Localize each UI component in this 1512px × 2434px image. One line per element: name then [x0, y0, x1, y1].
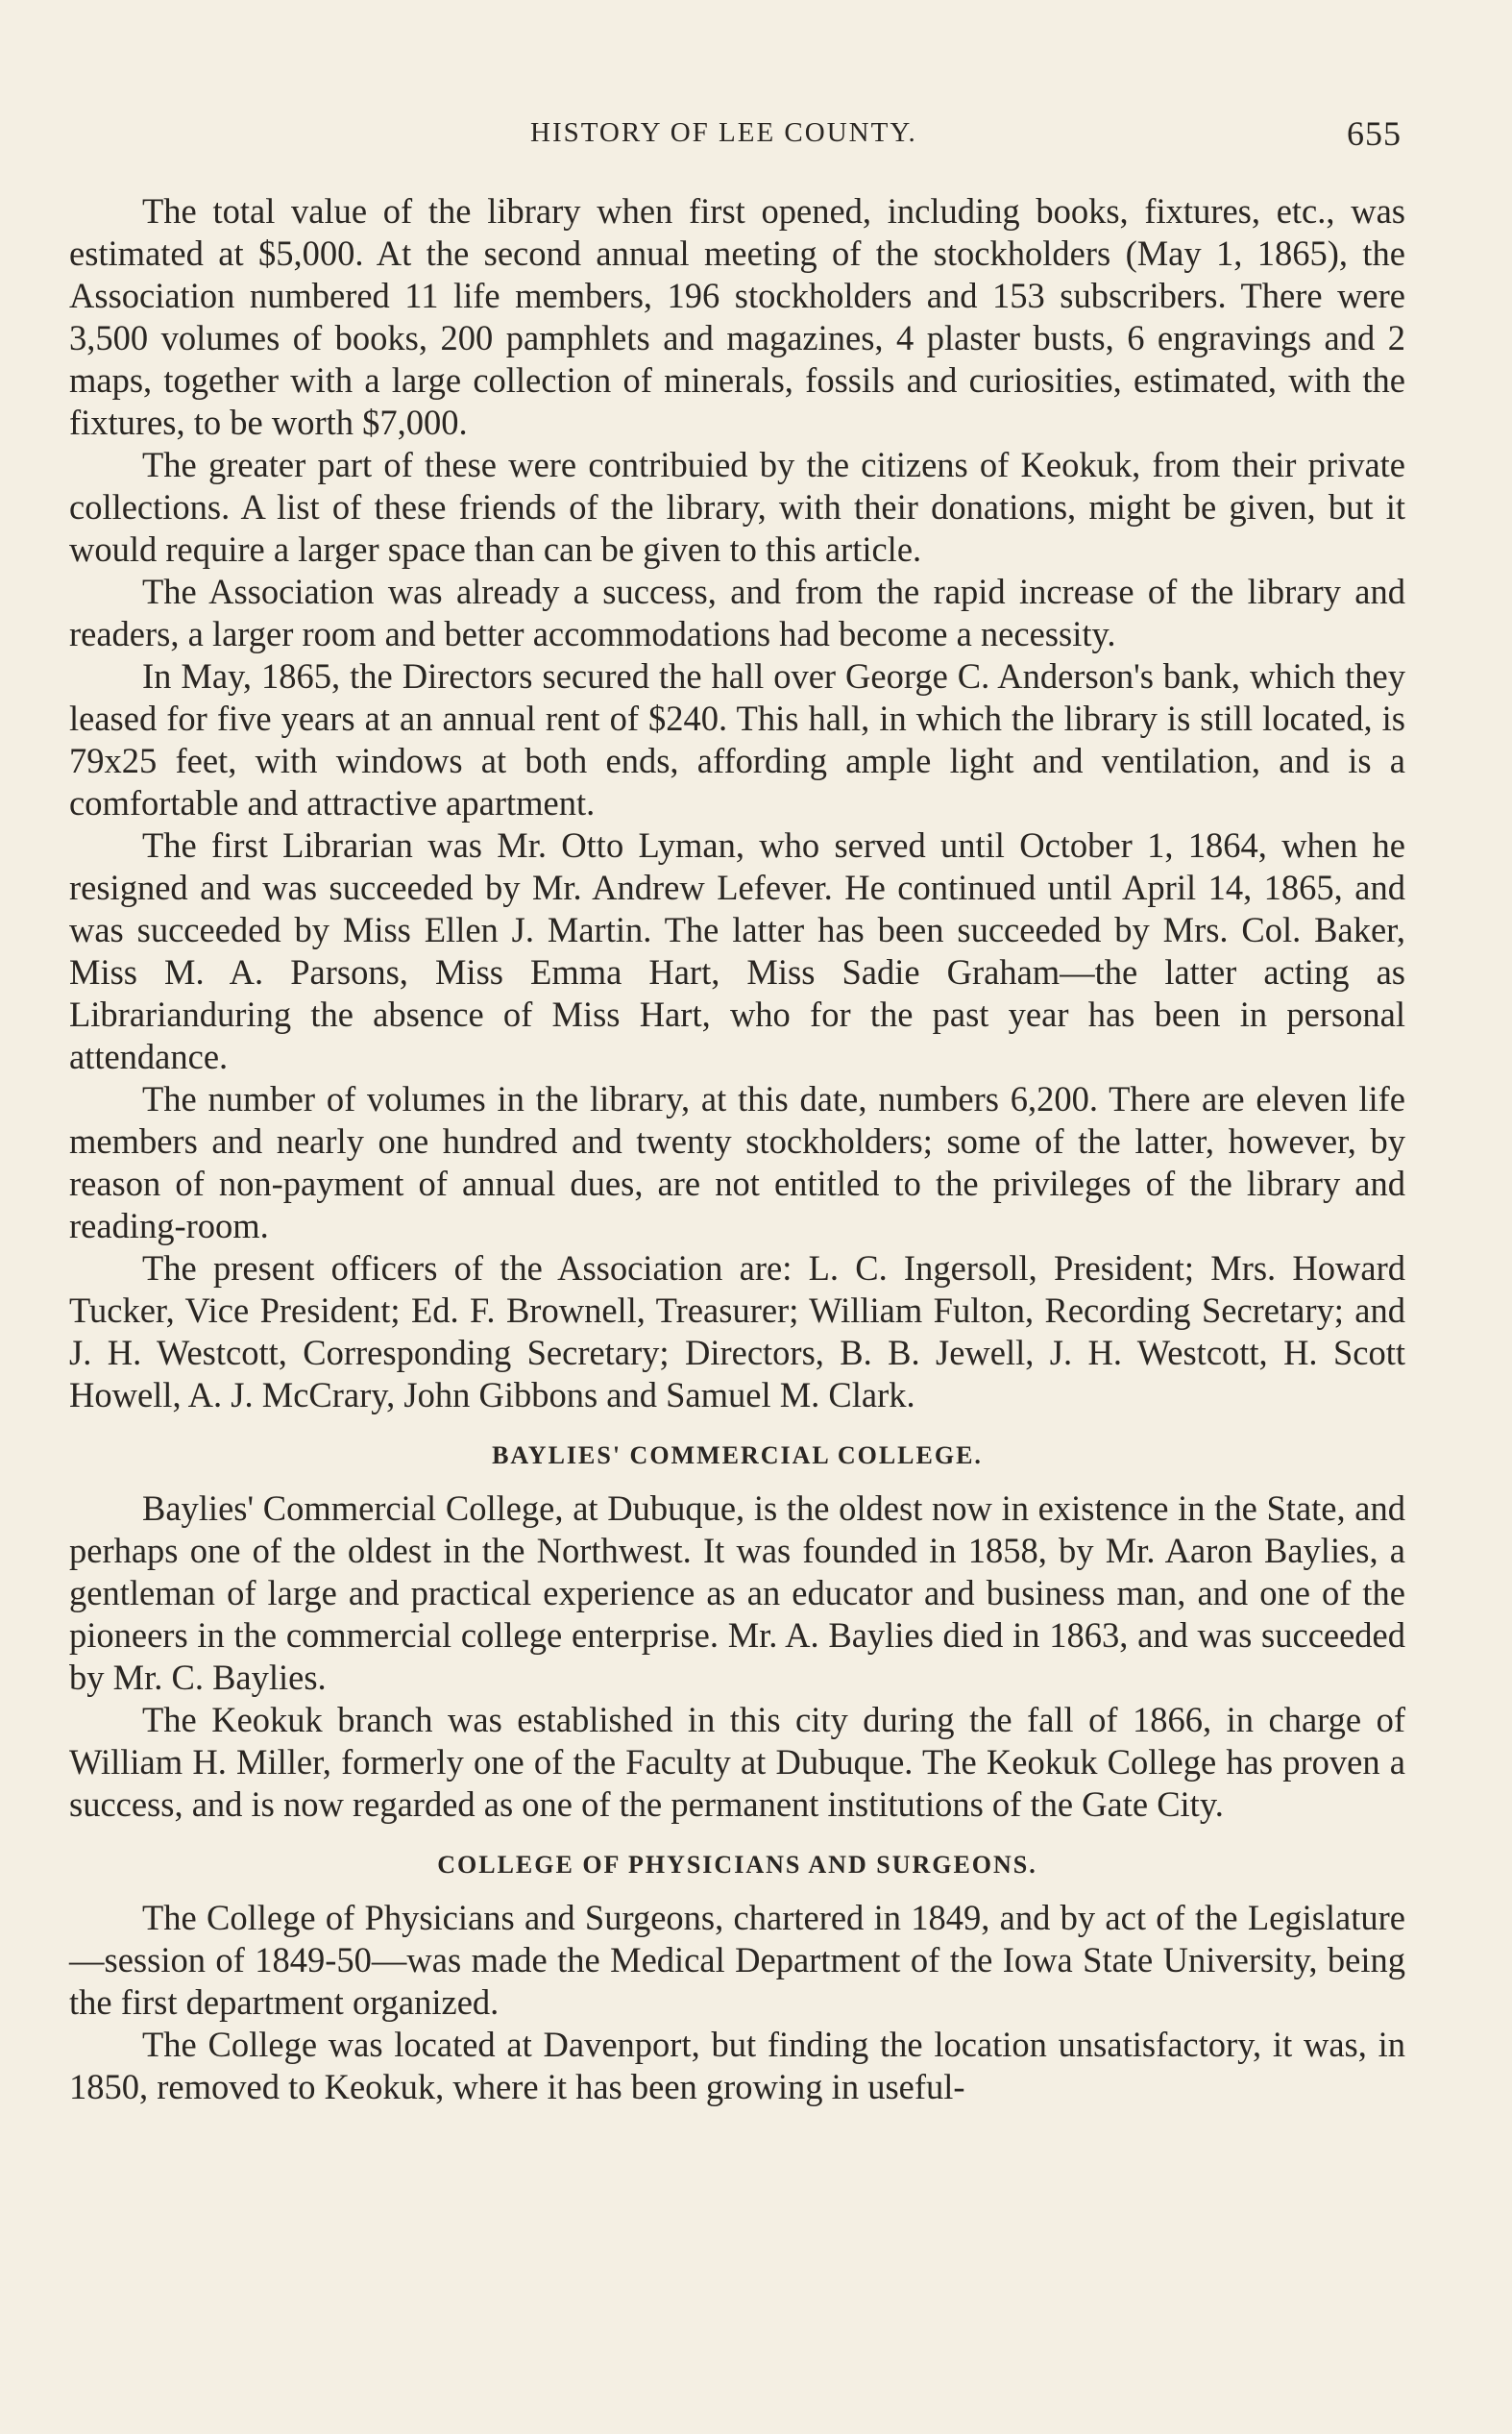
paragraph-physicians-location: The College was located at Davenport, but finding the location unsatisfactory, it was, in 1850, removed to Keokuk, where it has been growing in useful-: [69, 2025, 1405, 2106]
paragraph-officers: The present officers of the Association are: L. C. Ingersoll, President; Mrs. Howard Tucker, Vice President; Ed. F. Brownell, Treasurer; William Fulton, Recording Secretary; and J. H. Westcott, Corresponding Secretary; Directors, B. B. Jewell, J. H. Westcott, H. Scott Howell, A. J. McCrary, John Gibbons and Samuel M. Clark.: [69, 1248, 1405, 1414]
paragraph-hall-lease: In May, 1865, the Directors secured the hall over George C. Anderson's bank, which they leased for five years at an annual rent of $240. This hall, in which the library is still located, is 79x25 feet, with windows at both ends, affording ample light and ventilation, and is a comfortable and attractive apartment.: [69, 656, 1405, 823]
paragraph-association-success: The Association was already a success, and from the rapid increase of the library and readers, a larger room and better accommodations had become a necessity.: [69, 572, 1405, 653]
paragraph-keokuk-branch: The Keokuk branch was established in this city during the fall of 1866, in charge of William H. Miller, formerly one of the Faculty at Dubuque. The Keokuk College has proven a success, and is now regarded as one of the permanent institutions of the Gate City.: [69, 1700, 1405, 1824]
paragraph-library-value: The total value of the library when first opened, including books, fixtures, etc., was estimated at $5,000. At the second annual meeting of the stockholders (May 1, 1865), the Association numbered 11 life members, 196 stockholders and 153 subscribers. There were 3,500 volumes of books, 200 pamphlets and magazines, 4 plaster busts, 6 engravings and 2 maps, together with a large collection of minerals, fossils and curiosities, estimated, with the fixtures, to be worth $7,000.: [69, 191, 1405, 442]
paragraph-contributions: The greater part of these were contribuied by the citizens of Keokuk, from their private collections. A list of these friends of the library, with their donations, might be given, but it would require a larger space than can be given to this article.: [69, 445, 1405, 569]
paragraph-physicians-charter: The College of Physicians and Surgeons, chartered in 1849, and by act of the Legislature—session of 1849-50—was made the Medical Department of the Iowa State University, being the first department organized.: [69, 1898, 1405, 2022]
page-number: 655: [1347, 114, 1402, 153]
running-head: [0, 114, 1512, 156]
body-text: [58, 190, 1417, 2108]
paragraph-volume-count: The number of volumes in the library, at this date, numbers 6,200. There are eleven life members and nearly one hundred and twenty stockholders; some of the latter, however, by reason of non-payment of annual dues, are not entitled to the privileges of the library and reading-room.: [69, 1079, 1405, 1245]
section-heading-bayliss: BAYLIES' COMMERCIAL COLLEGE.: [492, 1441, 983, 1469]
running-title: HISTORY OF LEE COUNTY.: [530, 117, 917, 148]
paragraph-librarians: The first Librarian was Mr. Otto Lyman, who served until October 1, 1864, when he resigned and was succeeded by Mr. Andrew Lefever. He continued until April 14, 1865, and was succeeded by Miss Ellen J. Martin. The latter has been succeeded by Mrs. Col. Baker, Miss M. A. Parsons, Miss Emma Hart, Miss Sadie Graham—the latter acting as Librarianduring the absence of Miss Hart, who for the past year has been in personal attendance.: [69, 825, 1405, 1076]
paragraph-bayliss-college: Baylies' Commercial College, at Dubuque, is the oldest now in existence in the State, and perhaps one of the oldest in the Northwest. It was founded in 1858, by Mr. Aaron Baylies, a gentleman of large and practical experience as an educator and business man, and one of the pioneers in the commercial college enterprise. Mr. A. Baylies died in 1863, and was succeeded by Mr. C. Baylies.: [69, 1488, 1405, 1697]
section-heading-physicians: COLLEGE OF PHYSICIANS AND SURGEONS.: [437, 1851, 1037, 1879]
